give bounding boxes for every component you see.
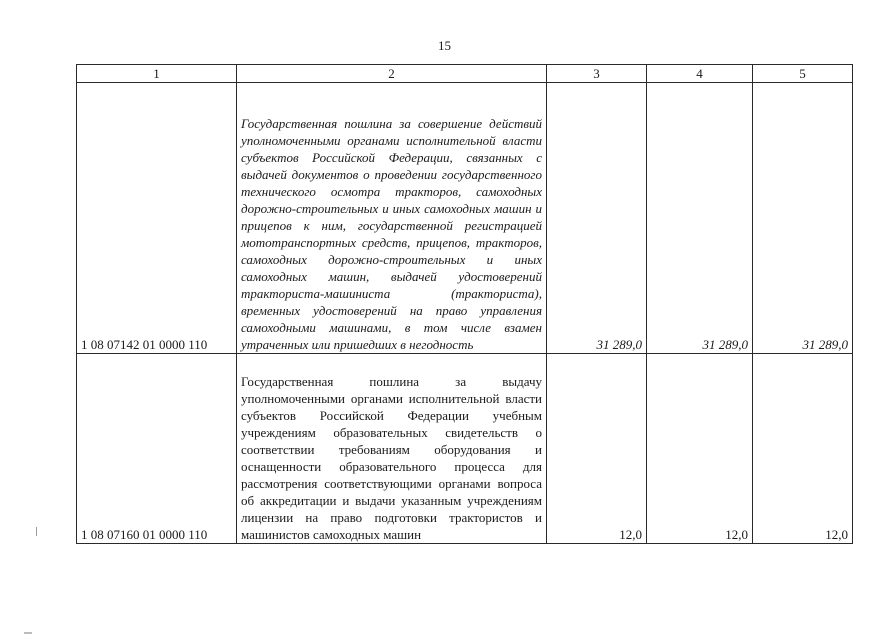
table-header-row [77,65,853,83]
column-header-2: 2 [237,65,547,83]
column-header-1: 1 [77,65,237,83]
table-row [77,354,853,544]
column-header-5: 5 [753,65,853,83]
scan-artifact [24,632,32,634]
amount-cell-col4: 31 289,0 [647,83,753,354]
table-row [77,83,853,354]
budget-table [76,64,853,544]
budget-code-cell: 1 08 07142 01 0000 110 [77,83,237,354]
budget-code-cell: 1 08 07160 01 0000 110 [77,354,237,544]
amount-cell-col3: 12,0 [547,354,647,544]
description-cell: Государственная пошлина за совершение действий уполномоченными органами исполнительной власти субъектов Российской Федерации, связанных с выдачей документов о проведении государственного технического осмотра тракторов, самоходных дорожно-строительных и иных самоходных машин и прицепов к ним, государственной регистрацией мототранспортных средств, прицепов, тракторов, самоходных дорожно-строительных и иных самоходных машин, выдачей удостоверений тракториста-машиниста (тракториста), временных удостоверений на право управления самоходными машинами, в том числе взамен утраченных или пришедших в негодность [237,83,547,354]
amount-cell-col3: 31 289,0 [547,83,647,354]
column-header-4: 4 [647,65,753,83]
page-number: 15 [438,38,451,53]
scan-artifact [36,527,37,536]
amount-cell-col5: 12,0 [753,354,853,544]
description-cell: Государственная пошлина за выдачу уполномоченными органами исполнительной власти субъектов Российской Федерации учебным учреждениям образовательных свидетельств о соответствии требованиям оборудования и оснащенности образовательного процесса для рассмотрения соответствующими органами вопроса об аккредитации и выдачи указанным учреждениям лицензии на право подготовки трактористов и машинистов самоходных машин [237,354,547,544]
amount-cell-col4: 12,0 [647,354,753,544]
column-header-3: 3 [547,65,647,83]
amount-cell-col5: 31 289,0 [753,83,853,354]
